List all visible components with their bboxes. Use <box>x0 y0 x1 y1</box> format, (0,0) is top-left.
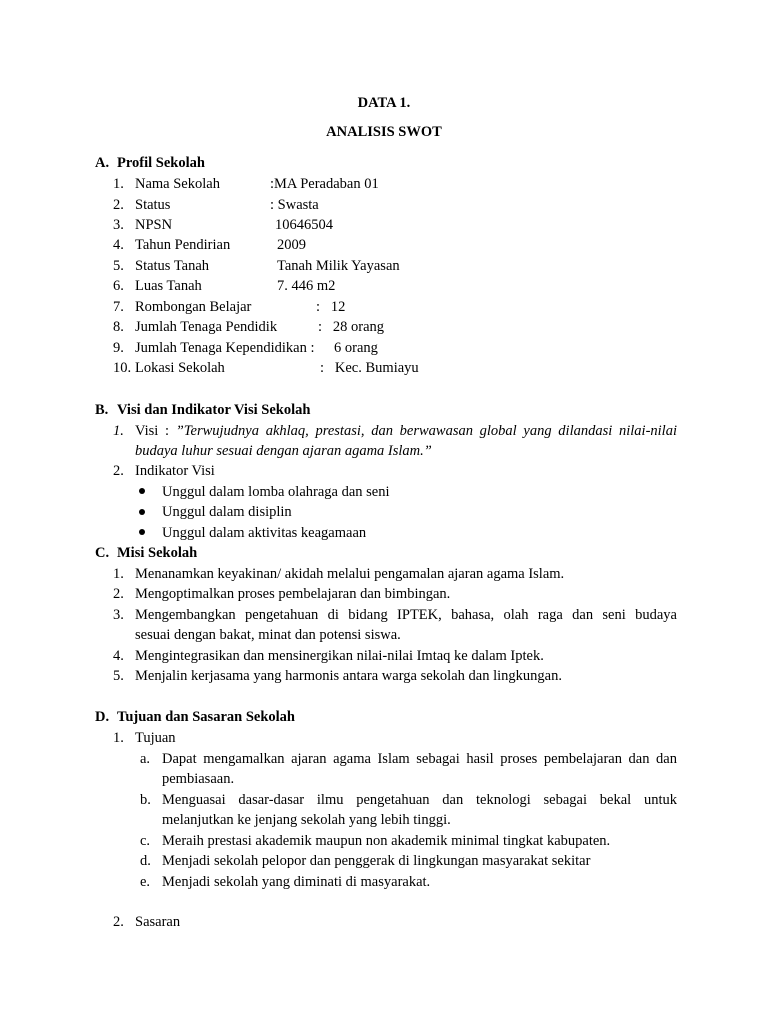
misi-item: Menanamkan keyakinan/ akidah melalui pengamalan ajaran agama Islam. <box>135 566 565 582</box>
profile-row-number: 7. <box>113 299 124 315</box>
profile-row-label: Luas Tanah <box>135 278 202 294</box>
tujuan-letter: c. <box>140 833 151 849</box>
profile-row-label: Status Tanah <box>135 258 210 274</box>
document-title: DATA 1. <box>357 95 411 111</box>
profile-row-number: 2. <box>113 197 124 213</box>
tujuan-item: Menjadi sekolah yang diminati di masyarakat. <box>162 874 431 890</box>
profile-row-label: NPSN <box>135 217 173 233</box>
tujuan-label: Tujuan <box>135 730 176 746</box>
tujuan-letter: b. <box>140 792 151 808</box>
profile-row-value: Tanah Milik Yayasan <box>277 258 400 274</box>
profile-row-number: 4. <box>113 237 124 253</box>
tujuan-item: Menguasai dasar-dasar ilmu pengetahuan dan teknologi sebagai bekal untuk <box>162 792 677 808</box>
profile-row-number: 1. <box>113 176 124 192</box>
tujuan-item-continued: melanjutkan ke jenjang sekolah yang lebih tinggi. <box>162 812 451 828</box>
section-b-marker: B. <box>95 402 109 418</box>
misi-item: Menjalin kerjasama yang harmonis antara warga sekolah dan lingkungan. <box>135 668 562 684</box>
misi-number: 3. <box>113 607 124 623</box>
indikator-number: 2. <box>113 463 124 479</box>
indikator-item: Unggul dalam disiplin <box>162 504 292 520</box>
profile-row-label: Lokasi Sekolah <box>135 360 225 376</box>
section-a-heading: Profil Sekolah <box>117 155 205 171</box>
profile-row-label: Jumlah Tenaga Kependidikan : <box>135 340 315 356</box>
profile-row-value: 2009 <box>277 237 306 253</box>
profile-row-value: 7. 446 m2 <box>277 278 336 294</box>
tujuan-letter: e. <box>140 874 151 890</box>
indikator-item: Unggul dalam lomba olahraga dan seni <box>162 484 390 500</box>
section-d-marker: D. <box>95 709 110 725</box>
misi-item: Mengembangkan pengetahuan di bidang IPTEK, bahasa, olah raga dan seni budaya <box>135 607 677 623</box>
visi-line-1 <box>135 421 677 441</box>
tujuan-item-continued: pembiasaan. <box>162 771 235 787</box>
tujuan-item: Dapat mengamalkan ajaran agama Islam sebagai hasil proses pembelajaran dan dan <box>162 751 677 767</box>
profile-row-number: 9. <box>113 340 124 356</box>
bullet-icon <box>139 488 145 494</box>
misi-number: 1. <box>113 566 124 582</box>
document-subtitle: ANALISIS SWOT <box>326 124 442 140</box>
indikator-label: Indikator Visi <box>135 463 215 479</box>
section-c-marker: C. <box>95 545 110 561</box>
profile-row-label: Tahun Pendirian <box>135 237 231 253</box>
profile-row-value: :MA Peradaban 01 <box>270 176 379 192</box>
profile-row-value: : 12 <box>316 299 346 315</box>
visi-prefix: Visi : <box>135 423 176 439</box>
profile-row-value: : 28 orang <box>318 319 385 335</box>
profile-row-number: 3. <box>113 217 124 233</box>
section-d-heading: Tujuan dan Sasaran Sekolah <box>117 709 295 725</box>
profile-row-number: 10. <box>113 360 132 376</box>
section-c-heading: Misi Sekolah <box>117 545 198 561</box>
sasaran-number: 2. <box>113 914 124 930</box>
section-b-heading: Visi dan Indikator Visi Sekolah <box>117 402 311 418</box>
profile-row-label: Status <box>135 197 171 213</box>
bullet-icon <box>139 509 145 515</box>
profile-row-label: Rombongan Belajar <box>135 299 252 315</box>
misi-item: Mengintegrasikan dan mensinergikan nilai-nilai Imtaq ke dalam Iptek. <box>135 648 544 664</box>
misi-number: 5. <box>113 668 124 684</box>
tujuan-letter: d. <box>140 853 151 869</box>
visi-statement: ”Terwujudnya akhlaq, prestasi, dan berwawasan global yang dilandasi nilai-nilai <box>175 423 677 439</box>
misi-item: Mengoptimalkan proses pembelajaran dan bimbingan. <box>135 586 451 602</box>
misi-number: 2. <box>113 586 124 602</box>
profile-row-number: 6. <box>113 278 124 294</box>
profile-row-number: 5. <box>113 258 124 274</box>
tujuan-item: Meraih prestasi akademik maupun non akademik minimal tingkat kabupaten. <box>162 833 611 849</box>
section-a-marker: A. <box>95 155 110 171</box>
misi-number: 4. <box>113 648 124 664</box>
sasaran-label: Sasaran <box>135 914 181 930</box>
indikator-item: Unggul dalam aktivitas keagamaan <box>162 525 367 541</box>
profile-row-value: 6 orang <box>334 340 378 356</box>
profile-row-value: 10646504 <box>275 217 333 233</box>
profile-row-value: : Kec. Bumiayu <box>320 360 419 376</box>
tujuan-number: 1. <box>113 730 124 746</box>
tujuan-letter: a. <box>140 751 151 767</box>
bullet-icon <box>139 529 145 535</box>
visi-number: 1. <box>113 423 124 439</box>
visi-line-2: budaya luhur sesuai dengan ajaran agama Islam.” <box>135 443 432 459</box>
tujuan-item: Menjadi sekolah pelopor dan penggerak di lingkungan masyarakat sekitar <box>162 853 591 869</box>
profile-row-label: Jumlah Tenaga Pendidik <box>135 319 278 335</box>
profile-row-value: : Swasta <box>270 197 319 213</box>
profile-row-label: Nama Sekolah <box>135 176 220 192</box>
profile-row-number: 8. <box>113 319 124 335</box>
misi-item-continued: sesuai dengan bakat, minat dan potensi siswa. <box>135 627 401 643</box>
